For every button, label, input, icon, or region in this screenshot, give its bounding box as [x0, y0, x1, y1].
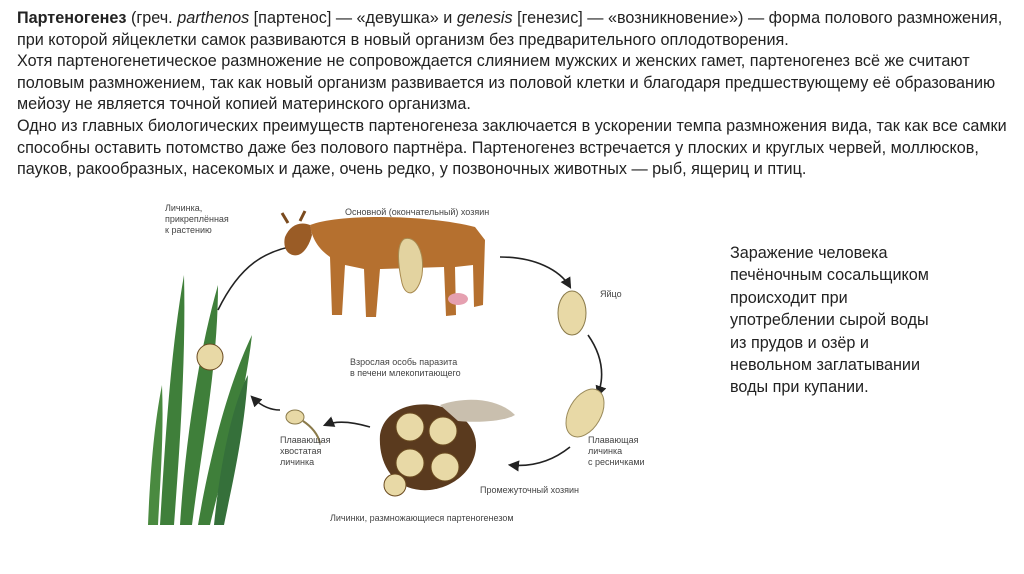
arrow-cow-to-egg — [500, 257, 570, 287]
label-intermediate-host: Промежуточный хозяин — [480, 485, 579, 495]
larva-circle — [384, 474, 406, 496]
label-ciliated-1: Плавающая — [588, 435, 639, 445]
egg-illustration — [558, 291, 586, 335]
label-ciliated-2: личинка — [588, 446, 623, 456]
text-fragment: (греч. — [126, 9, 178, 27]
label-tailed-1: Плавающая — [280, 435, 331, 445]
label-egg: Яйцо — [600, 289, 622, 299]
term-parthenogenesis: Партеногенез — [17, 9, 127, 27]
label-adult-2: в печени млекопитающего — [350, 368, 461, 378]
term-parthenos: parthenos — [177, 9, 250, 27]
arrow-egg-to-larva — [588, 335, 602, 395]
label-adult-1: Взрослая особь паразита — [350, 357, 458, 367]
larva-circle — [396, 413, 424, 441]
larva-circle — [429, 417, 457, 445]
liver-fluke-life-cycle-diagram — [140, 195, 680, 535]
term-genesis: genesis — [456, 9, 513, 27]
label-tailed-3: личинка — [280, 457, 315, 467]
label-definitive-host: Основной (окончательный) хозяин — [345, 207, 490, 217]
larva-circle — [431, 453, 459, 481]
paragraph-sexual-reproduction: Хотя партеногенетическое размножение не сопровождается слиянием мужских и женских гамет, партеногенез всё же считают половым размножением, так как новый организм развивается из половой клетки и благодаря предшествующему её образованию мейозу не является точной копией материнского организма. — [17, 52, 996, 114]
paragraph-advantages: Одно из главных биологических преимуществ партеногенеза заключается в ускорении темпа размножения вида, так как все самки способны оставить потомство даже без полового партнёра. Партеногенез встречается у плоских и круглых червей, моллюсков, пауков, ракообразных, насекомых и даже, очень редко, у позвоночных животных — рыб, ящериц и птиц. — [17, 116, 1007, 179]
label-larvae: Личинки, размножающиеся партеногенезом — [330, 513, 514, 523]
plant-illustration — [148, 275, 252, 525]
label-cyst-3: к растению — [165, 225, 212, 235]
side-note: Заражение человека печёночным сосальщиком происходит при употреблении сырой воды из прудов и озёр и невольном заглатывании воды при купании. — [730, 244, 929, 397]
text-fragment: [генезис] — «возникновение») — форма полового размножения, при которой яйцеклетки самок развиваются в новый организм без предварительного оплодотворения. — [17, 9, 1003, 49]
cow-illustration — [282, 211, 485, 317]
arrow-plant-to-cow — [218, 245, 300, 310]
paragraph-definition — [17, 8, 1007, 51]
arrow-snail-to-tail-larva — [325, 422, 370, 427]
label-ciliated-3: с ресничками — [588, 457, 645, 467]
text-fragment: [партенос] — «девушка» и — [249, 9, 457, 27]
arrow-tail-to-plant — [252, 397, 280, 410]
cyst-illustration — [197, 344, 223, 370]
label-cyst-1: Личинка, — [165, 203, 203, 213]
arrow-larva-to-snail — [510, 447, 570, 465]
label-cyst-2: прикреплённая — [165, 214, 229, 224]
label-tailed-2: хвостатая — [280, 446, 322, 456]
main-text — [17, 8, 1007, 181]
larva-circle — [396, 449, 424, 477]
